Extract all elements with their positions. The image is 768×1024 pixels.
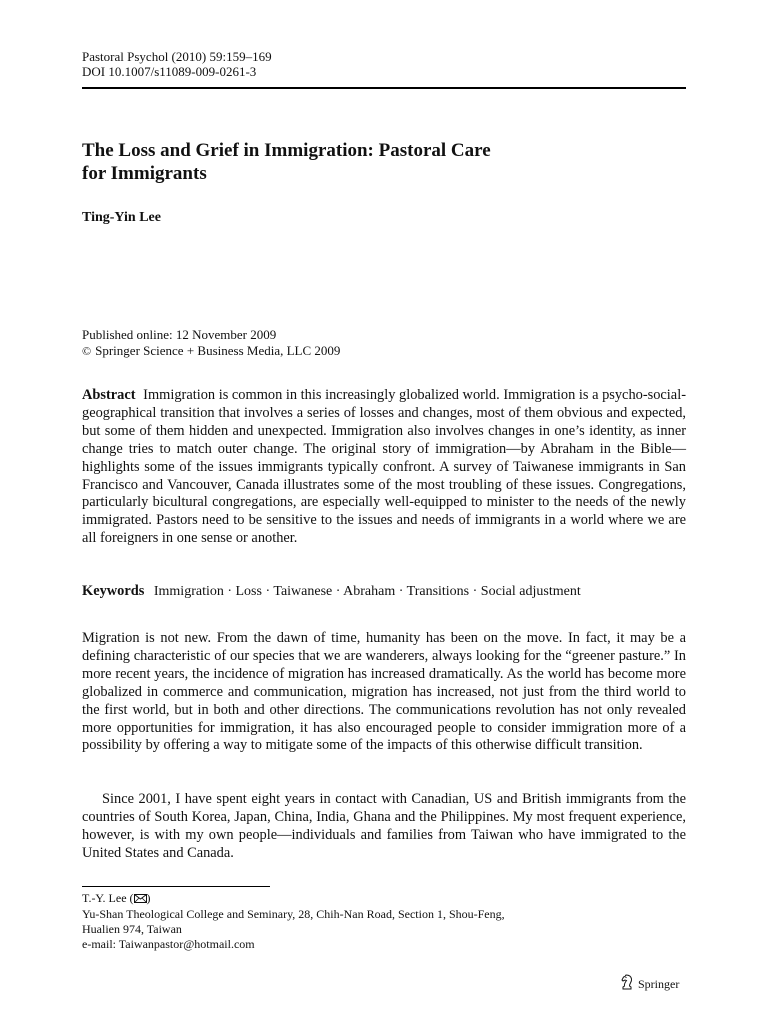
publisher-logo xyxy=(620,974,679,994)
footnote-author-name: T.-Y. Lee ( xyxy=(82,891,134,905)
publisher-name: Springer xyxy=(638,976,680,991)
body-paragraph-1: Migration is not new. From the dawn of time, humanity has been on the move. In fact, it may be a defining characteristic of our species that we are wanderers, always looking for the “greener pasture.” In more recent years, the incidence of migration has increased dramatically. As the world has become more globalized in commerce and communication, migration has increased, not just from the third world to the first world, but in both and other directions. The communications revolution has not only revealed more opportunities for immigration, it has also encouraged people to consider immigration more of a possibility by offering a way to mitigate some of the impacts of this otherwise difficult transition. xyxy=(82,630,686,754)
body-paragraph-2: Since 2001, I have spent eight years in contact with Canadian, US and British immigrants from the countries of South Korea, Japan, China, India, Ghana and the Philippines. My most frequent experience, however, is with my own people—individuals and families from Taiwan who have immigrated to the United States and Canada. xyxy=(82,791,686,861)
journal-citation: Pastoral Psychol (2010) 59:159–169 xyxy=(82,49,272,64)
keywords-label: Keywords xyxy=(82,583,145,599)
author-email[interactable]: e-mail: Taiwanpastor@hotmail.com xyxy=(82,937,255,952)
article-title xyxy=(82,139,642,185)
keywords xyxy=(82,583,581,600)
springer-chess-knight-icon xyxy=(620,974,634,994)
envelope-icon[interactable] xyxy=(134,892,147,907)
abstract-text: Immigration is common in this increasingly globalized world. Immigration is a psycho-social-geographical transition that involves a series of losses and changes, most of them obvious and expected, but some of them hidden and unexpected. Immigration also involves changes in one’s identity, as inner change tries to match outer change. The original story of immigration—by Abraham in the Bible—highlights some of the issues immigrants typically confront. A survey of Taiwanese immigrants in San Francisco and Vancouver, Canada illustrates some of the most troubling of these issues. Congregations, particularly bicultural congregations, are especially well-equipped to minister to the needs of the newly immigrated. Pastors need to be sensitive to the issues and needs of immigrants in a world where we are all foreigners in one sense or another. xyxy=(82,387,686,547)
copyright-line xyxy=(82,343,340,359)
abstract xyxy=(82,387,686,548)
title-line-2: for Immigrants xyxy=(82,163,207,184)
doi[interactable]: DOI 10.1007/s11089-009-0261-3 xyxy=(82,64,257,79)
author-footnote xyxy=(82,891,505,952)
footnote-author xyxy=(82,891,505,907)
keywords-text: Immigration · Loss · Taiwanese · Abraham · Transitions · Social adjustment xyxy=(153,584,581,599)
journal-header xyxy=(82,49,272,79)
published-online: Published online: 12 November 2009 xyxy=(82,327,277,342)
copyright-icon: © xyxy=(82,344,92,358)
title-line-1: The Loss and Grief in Immigration: Pastoral Care xyxy=(82,140,491,161)
affiliation-line-1: Yu-Shan Theological College and Seminary, 28, Chih-Nan Road, Section 1, Shou-Feng, xyxy=(82,906,505,921)
header-rule xyxy=(82,87,686,89)
copyright-text: Springer Science + Business Media, LLC 2009 xyxy=(95,343,341,358)
author-name: Ting-Yin Lee xyxy=(82,210,161,225)
footnote-rule xyxy=(82,886,270,887)
abstract-label: Abstract xyxy=(82,387,136,403)
publication-info xyxy=(82,327,340,359)
footnote-author-close: ) xyxy=(146,891,151,905)
affiliation-line-2: Hualien 974, Taiwan xyxy=(82,922,182,937)
